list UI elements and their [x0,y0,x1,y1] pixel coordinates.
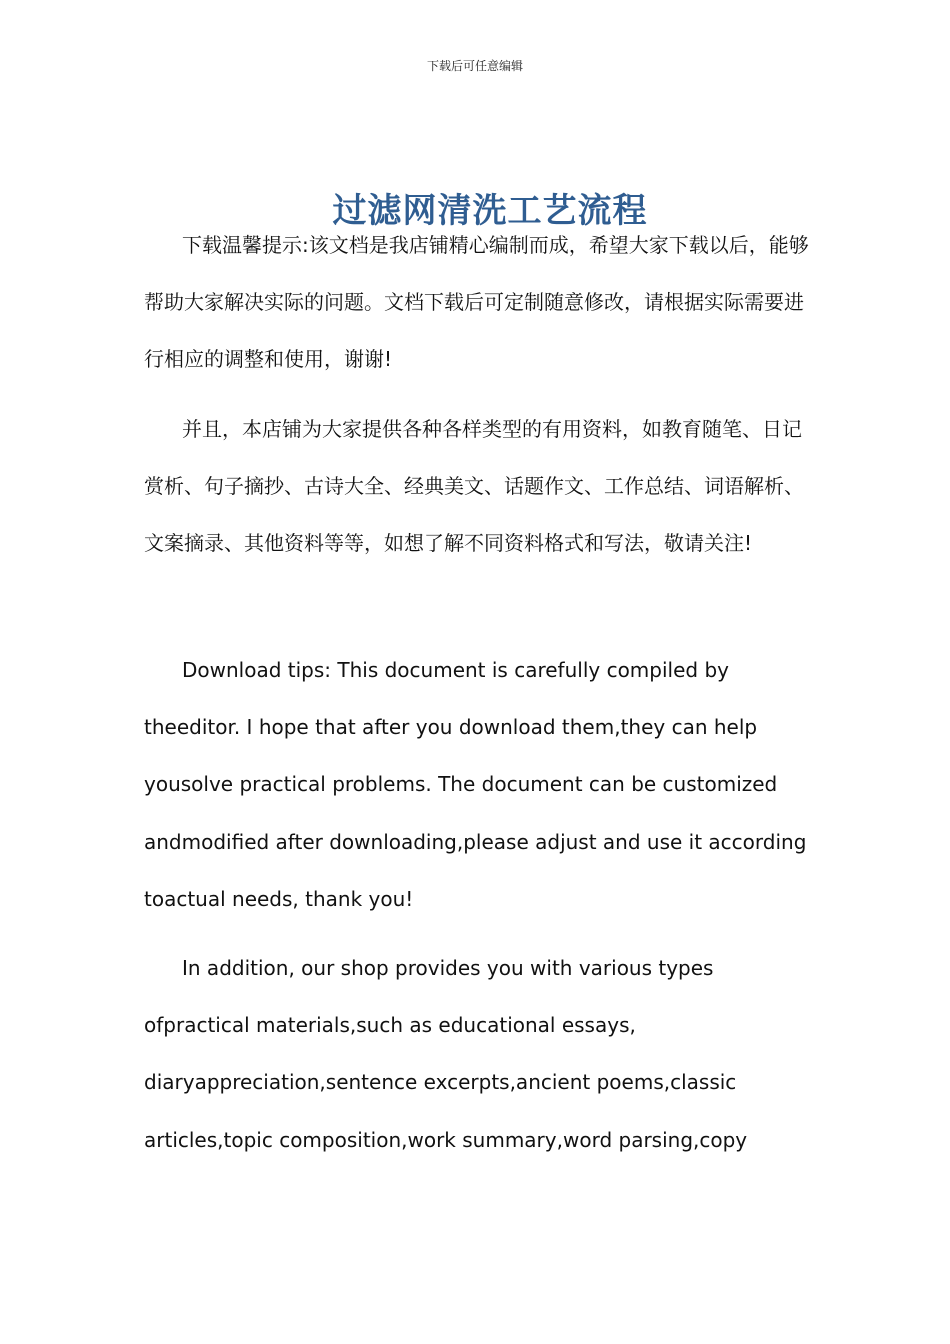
document-title: 过滤网清洗工艺流程 [332,190,648,231]
shop-info-paragraph-cn: 并且，本店铺为大家提供各种各样类型的有用资料，如教育随笔、日记赏析、句子摘抄、古诗大全、经典美文、话题作文、工作总结、词语解析、文案摘录、其他资料等等，如想了解不同资料格式和写法，敬请关注! [144,417,804,556]
download-tip-paragraph-cn: 下载温馨提示:该文档是我店铺精心编制而成，希望大家下载以后，能够帮助大家解决实际的问题。文档下载后可定制随意修改，请根据实际需要进行相应的调整和使用，谢谢! [144,233,809,372]
header-note: 下载后可任意编辑 [426,59,523,73]
shop-info-paragraph-en: In addition, our shop provides you with various types ofpractical materials,such as educational essays, diaryappreciation,sentence excerpts,ancient poems,classic articles,topic composition,work summary,word parsing,copy [144,956,748,1152]
download-tip-paragraph-en: Download tips: This document is carefully compiled by theeditor. I hope that after you download them,they can help yousolve practical problems. The document can be customized andmodified after downloading,please adjust and use it according toactual needs, thank you! [144,658,807,911]
